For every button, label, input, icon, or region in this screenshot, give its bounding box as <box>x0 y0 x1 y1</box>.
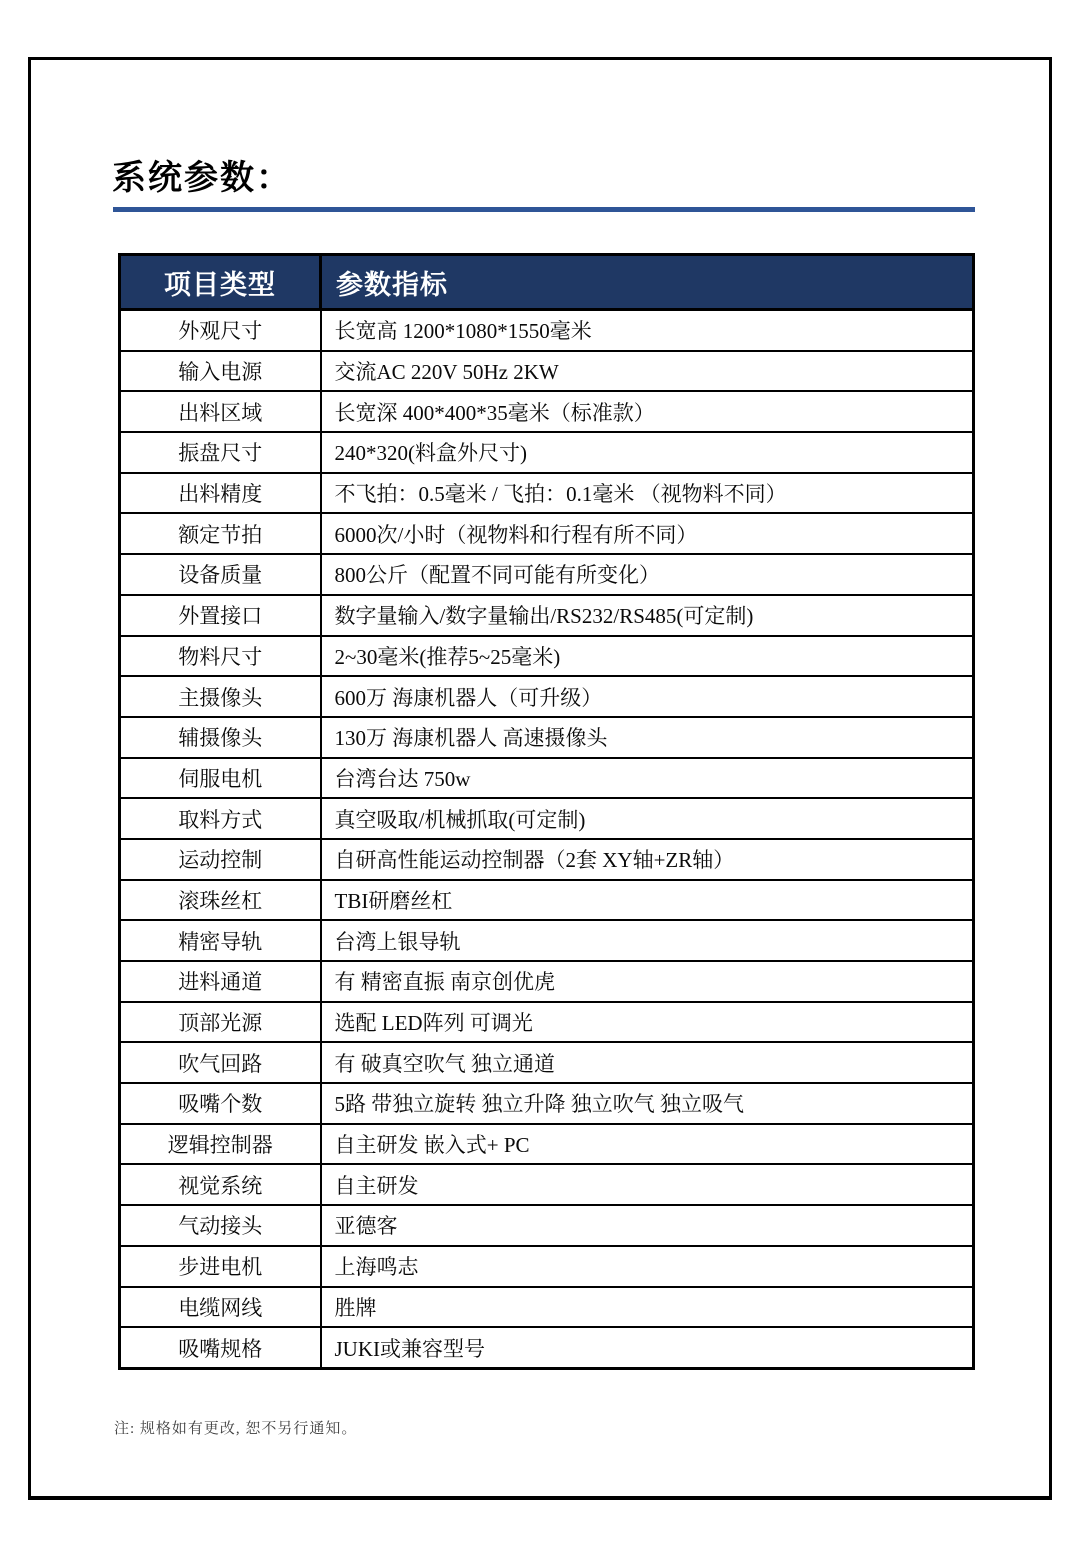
spec-value-cell: 台湾上银导轨 <box>321 920 974 961</box>
spec-value-cell: 真空吸取/机械抓取(可定制) <box>321 798 974 839</box>
title-rule <box>113 207 975 212</box>
spec-row <box>120 1083 974 1124</box>
spec-label-cell: 顶部光源 <box>120 1002 321 1043</box>
spec-row <box>120 880 974 921</box>
spec-value-cell: 130万 海康机器人 高速摄像头 <box>321 717 974 758</box>
spec-label-cell: 视觉系统 <box>120 1164 321 1205</box>
spec-label-cell: 滚珠丝杠 <box>120 880 321 921</box>
spec-value-cell: 自主研发 <box>321 1164 974 1205</box>
spec-row <box>120 554 974 595</box>
spec-label-cell: 出料区域 <box>120 391 321 432</box>
spec-label-cell: 额定节拍 <box>120 513 321 554</box>
spec-value-cell: 数字量输入/数字量输出/RS232/RS485(可定制) <box>321 595 974 636</box>
spec-value-cell: 长宽高 1200*1080*1550毫米 <box>321 310 974 351</box>
spec-row <box>120 636 974 677</box>
spec-row <box>120 798 974 839</box>
spec-row <box>120 1205 974 1246</box>
spec-label-cell: 进料通道 <box>120 961 321 1002</box>
spec-label-cell: 步进电机 <box>120 1246 321 1287</box>
spec-label-cell: 外观尺寸 <box>120 310 321 351</box>
spec-row <box>120 1246 974 1287</box>
spec-row <box>120 595 974 636</box>
spec-value-cell: 自研高性能运动控制器（2套 XY轴+ZR轴） <box>321 839 974 880</box>
spec-label-cell: 主摄像头 <box>120 676 321 717</box>
spec-value-cell: 上海鸣志 <box>321 1246 974 1287</box>
spec-value-cell: 长宽深 400*400*35毫米（标准款） <box>321 391 974 432</box>
spec-label-cell: 吸嘴个数 <box>120 1083 321 1124</box>
spec-value-cell: JUKI或兼容型号 <box>321 1327 974 1368</box>
header-cell-item-type: 项目类型 <box>120 255 321 310</box>
spec-label-cell: 气动接头 <box>120 1205 321 1246</box>
spec-value-cell: 6000次/小时（视物料和行程有所不同） <box>321 513 974 554</box>
footnote: 注: 规格如有更改, 恕不另行通知。 <box>114 1421 358 1437</box>
spec-value-cell: 自主研发 嵌入式+ PC <box>321 1124 974 1165</box>
spec-label-cell: 吹气回路 <box>120 1042 321 1083</box>
spec-row <box>120 310 974 351</box>
spec-label-cell: 逻辑控制器 <box>120 1124 321 1165</box>
spec-label-cell: 物料尺寸 <box>120 636 321 677</box>
spec-value-cell: 胜牌 <box>321 1287 974 1328</box>
spec-row <box>120 717 974 758</box>
spec-value-cell: 800公斤（配置不同可能有所变化） <box>321 554 974 595</box>
spec-value-cell: 5路 带独立旋转 独立升降 独立吹气 独立吸气 <box>321 1083 974 1124</box>
spec-row <box>120 1287 974 1328</box>
spec-label-cell: 辅摄像头 <box>120 717 321 758</box>
spec-row <box>120 920 974 961</box>
spec-label-cell: 输入电源 <box>120 351 321 392</box>
spec-row <box>120 1164 974 1205</box>
spec-row <box>120 1124 974 1165</box>
spec-value-cell: 不飞拍：0.5毫米 / 飞拍：0.1毫米 （视物料不同） <box>321 473 974 514</box>
spec-table-header-row <box>120 255 974 310</box>
spec-label-cell: 振盘尺寸 <box>120 432 321 473</box>
spec-table-body <box>120 310 974 1369</box>
spec-row <box>120 961 974 1002</box>
spec-value-cell: 240*320(料盒外尺寸) <box>321 432 974 473</box>
page-title: 系统参数： <box>112 160 292 197</box>
spec-value-cell: 台湾台达 750w <box>321 758 974 799</box>
spec-row <box>120 839 974 880</box>
spec-label-cell: 吸嘴规格 <box>120 1327 321 1368</box>
spec-label-cell: 外置接口 <box>120 595 321 636</box>
spec-row <box>120 1002 974 1043</box>
spec-row <box>120 432 974 473</box>
spec-row <box>120 758 974 799</box>
spec-value-cell: TBI研磨丝杠 <box>321 880 974 921</box>
spec-label-cell: 出料精度 <box>120 473 321 514</box>
spec-label-cell: 设备质量 <box>120 554 321 595</box>
header-cell-parameter: 参数指标 <box>321 255 974 310</box>
spec-row <box>120 513 974 554</box>
spec-table <box>118 253 975 1370</box>
spec-label-cell: 电缆网线 <box>120 1287 321 1328</box>
spec-value-cell: 交流AC 220V 50Hz 2KW <box>321 351 974 392</box>
spec-value-cell: 有 精密直振 南京创优虎 <box>321 961 974 1002</box>
spec-label-cell: 取料方式 <box>120 798 321 839</box>
spec-value-cell: 600万 海康机器人（可升级） <box>321 676 974 717</box>
spec-row <box>120 1327 974 1368</box>
spec-value-cell: 亚德客 <box>321 1205 974 1246</box>
spec-value-cell: 2~30毫米(推荐5~25毫米) <box>321 636 974 677</box>
spec-label-cell: 运动控制 <box>120 839 321 880</box>
spec-row <box>120 676 974 717</box>
spec-value-cell: 有 破真空吹气 独立通道 <box>321 1042 974 1083</box>
spec-row <box>120 473 974 514</box>
spec-label-cell: 精密导轨 <box>120 920 321 961</box>
spec-row <box>120 1042 974 1083</box>
spec-value-cell: 选配 LED阵列 可调光 <box>321 1002 974 1043</box>
spec-label-cell: 伺服电机 <box>120 758 321 799</box>
spec-row <box>120 351 974 392</box>
spec-row <box>120 391 974 432</box>
